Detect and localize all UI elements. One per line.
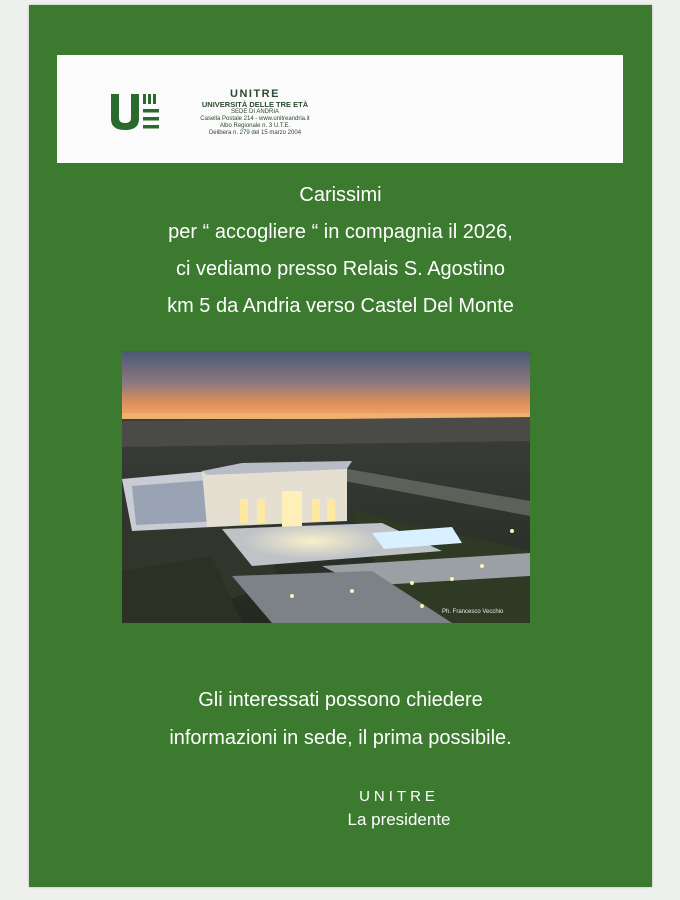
venue-photo — [122, 351, 530, 623]
org-seat: SEDE DI ANDRIA — [230, 109, 279, 116]
message-greeting: Carissimi — [299, 184, 382, 206]
info-line: Gli interessati possono chiedere — [198, 689, 483, 711]
org-full-name: UNIVERSITÀ DELLE TRE ETÀ — [201, 99, 309, 109]
signature-role: La presidente — [347, 810, 451, 829]
message-line: km 5 da Andria verso Castel Del Monte — [167, 295, 514, 317]
signature — [329, 785, 469, 831]
org-address: Casella Postale 214 - www.unitreandria.it — [200, 116, 310, 123]
signature-org: UNITRE — [359, 788, 439, 805]
letterhead — [57, 55, 623, 163]
unitre-logo-icon — [109, 91, 169, 131]
org-registry: Albo Regionale n. 3 U.T.E. — [219, 123, 291, 130]
info-line: informazioni in sede, il prima possibile. — [169, 727, 512, 749]
invitation-message — [29, 177, 652, 325]
letterhead-text — [170, 88, 340, 137]
org-resolution: Delibera n. 279 del 15 marzo 2004 — [208, 129, 302, 136]
message-line: ci vediamo presso Relais S. Agostino — [175, 258, 506, 280]
org-short-name: UNITRE — [230, 88, 280, 100]
info-message — [29, 681, 652, 757]
message-line: per “ accogliere “ in compagnia il 2026, — [168, 221, 513, 243]
photo-credit: Ph. Francesco Vecchio — [442, 609, 504, 615]
poster — [29, 5, 652, 887]
